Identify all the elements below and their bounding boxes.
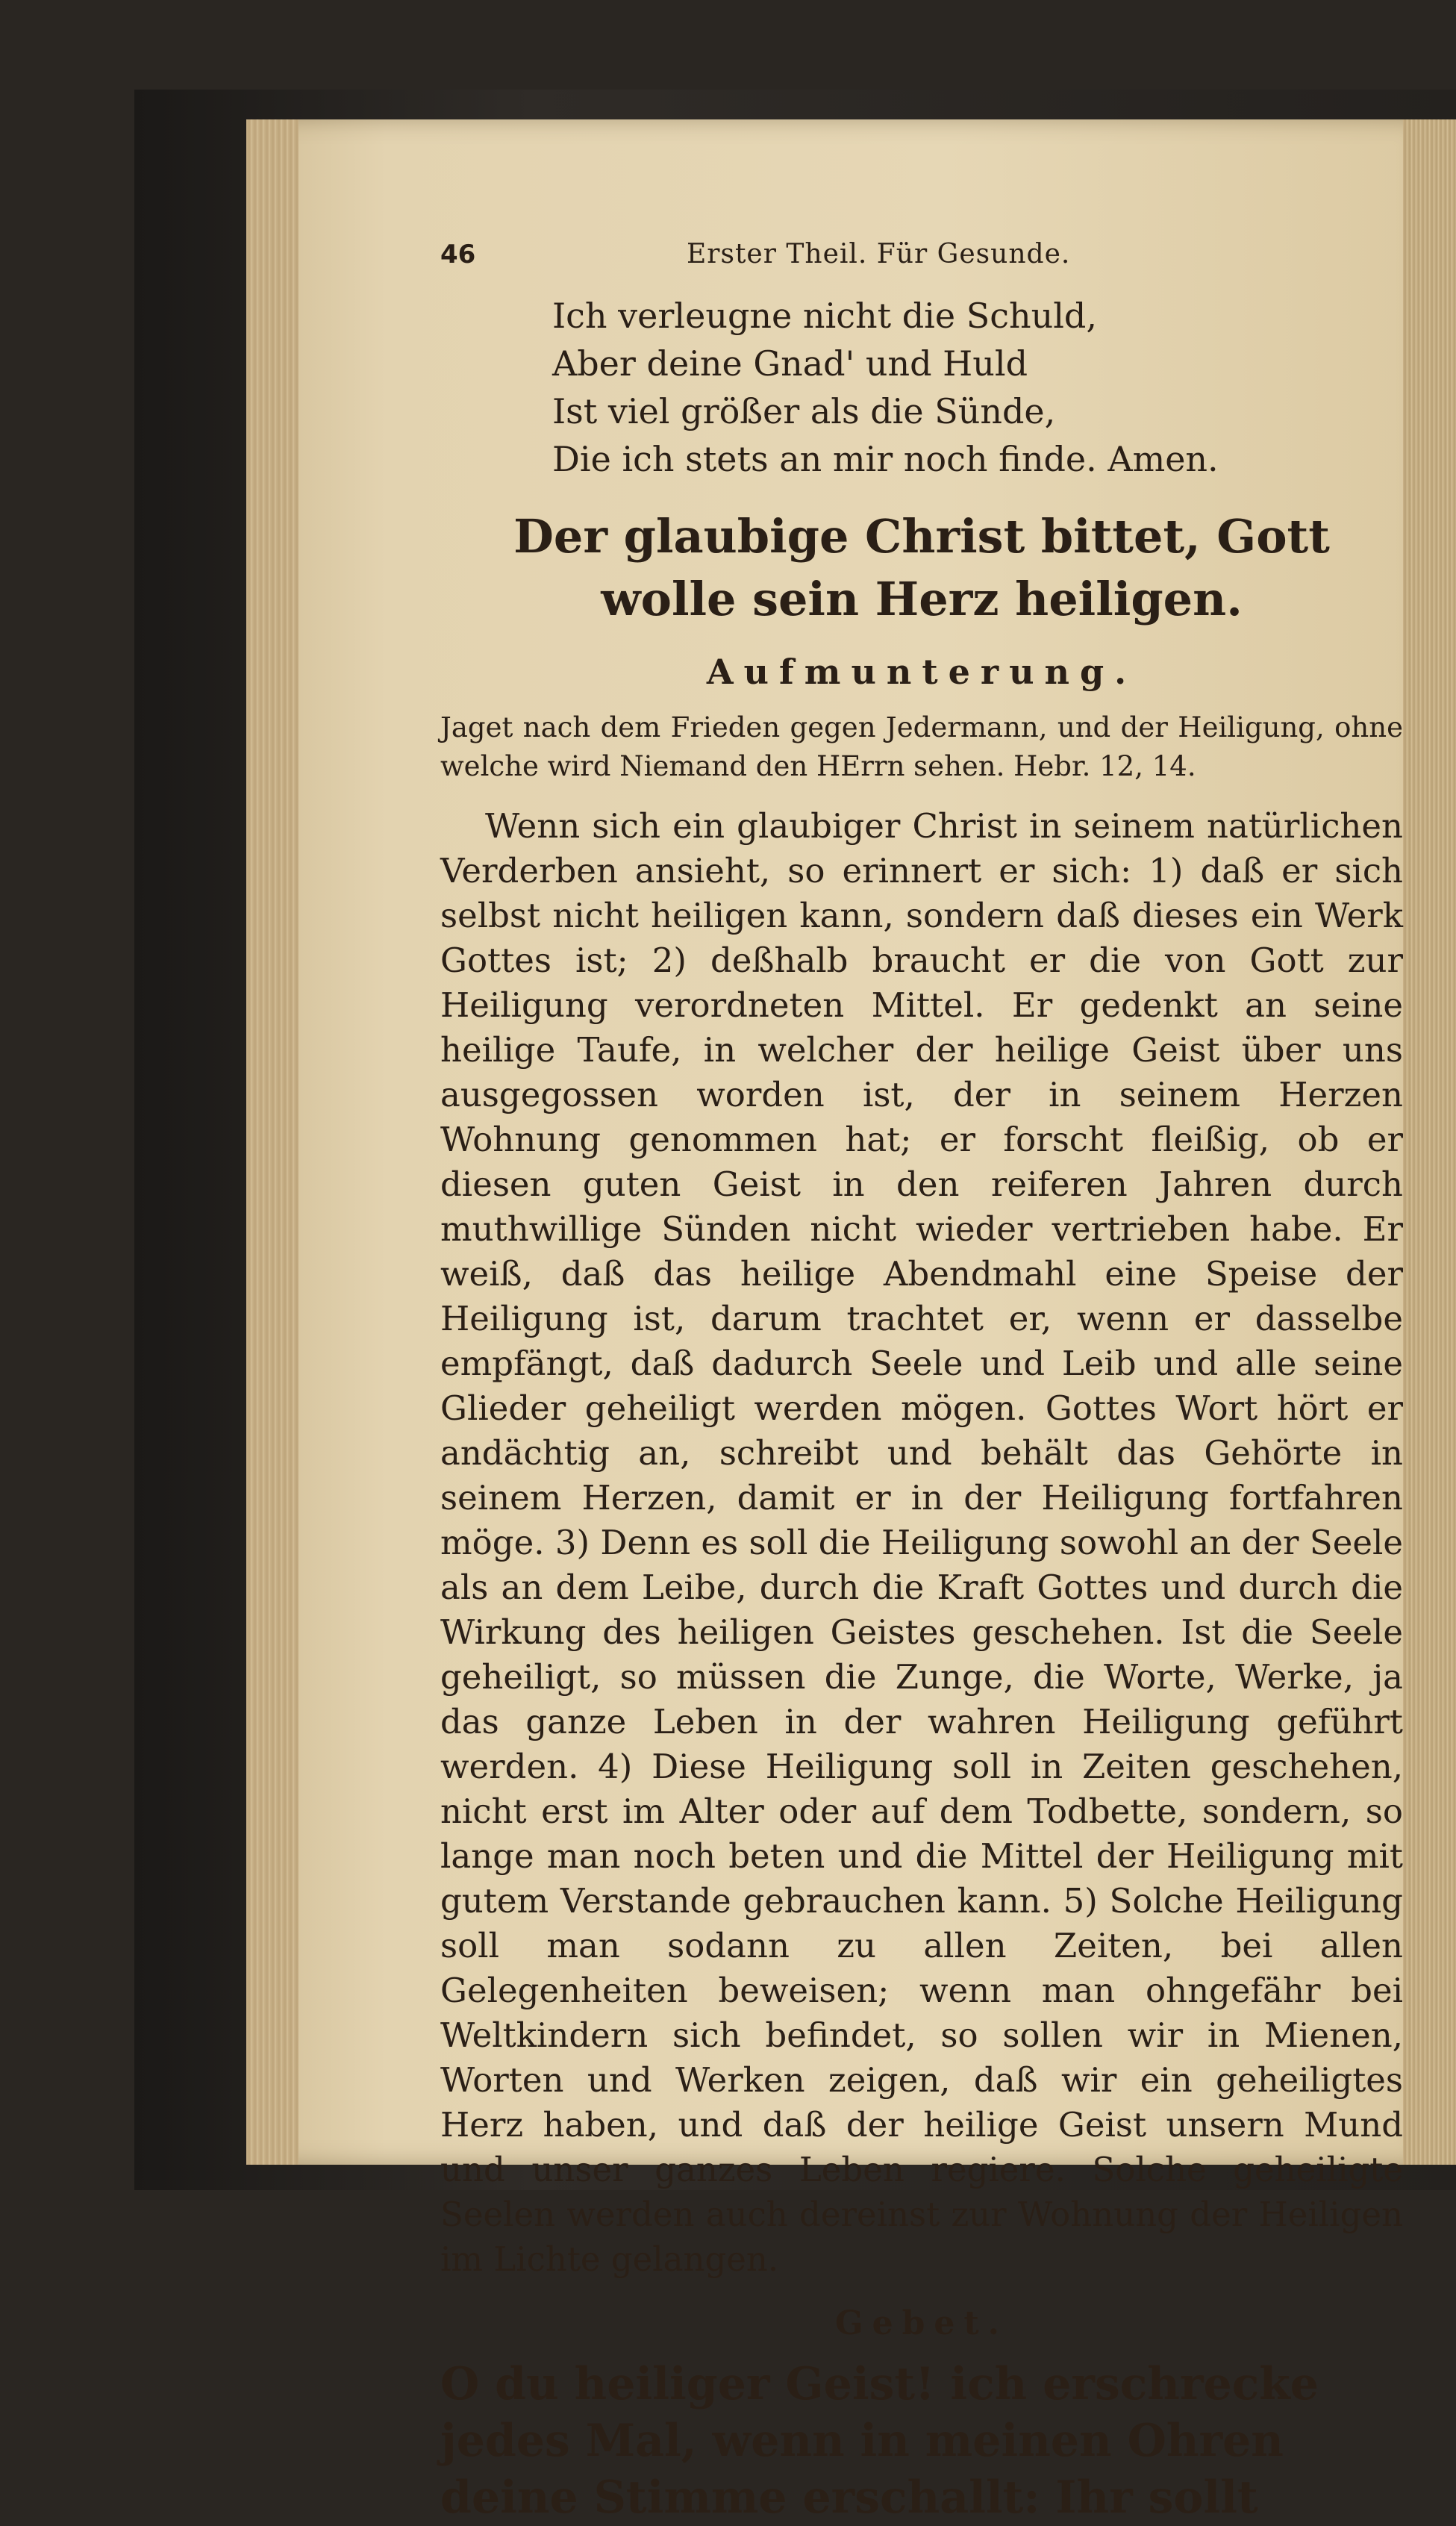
section-subheading: Aufmunterung. <box>706 652 1137 692</box>
body-paragraph: Wenn sich ein glaubiger Christ in seinem natürlichen Verderben ansieht, so erinnert er sich: 1) daß er sich selbst nicht heiligen kann, sondern daß dieses ein Werk Gottes ist; 2) deßhalb braucht er die von Gott zur Heiligung verordneten Mittel. Er gedenkt an seine heilige Taufe, in welcher der heilige Geist über uns ausgegossen worden ist, der in seinem Herzen Wohnung genommen hat; er forscht fleißig, ob er diesen guten Geist in den reiferen Jahren durch muthwillige Sünden nicht wieder vertrieben habe. Er weiß, daß das heilige Abendmahl eine Speise der Heiligung ist, darum trachtet er, wenn er dasselbe empfängt, daß dadurch Seele und Leib und alle seine Glieder geheiligt werden mögen. Gottes Wort hört er andächtig an, schreibt und behält das Gehörte in seinem Herzen, damit er in der Heiligung fortfahren möge. 3) Denn es soll die Heiligung sowohl an der Seele als an dem Leibe, durch die Kraft Gottes und durch die Wirkung des heiligen Geistes geschehen. Ist die Seele geheiligt, so müssen die Zunge, die Worte, Werke, ja das ganze Leben in der wahren Heiligung geführt werden. 4) Diese Heiligung soll in Zeiten geschehen, nicht erst im Alter oder auf dem Todbette, sondern, so lange man noch beten und die Mittel der Heiligung mit gutem Verstande gebrauchen kann. 5) Solche Heiligung soll man sodann zu allen Zeiten, bei allen Gelegenheiten beweisen; wenn man ohngefähr bei Weltkindern sich befindet, so sollen wir in Mienen, Worten und Werken zeigen, daß wir ein geheiligtes Herz haben, und daß der heilige Geist unsern Mund und unser ganzes Leben regiere. Solche geheiligte Seelen werden auch dereinst zur Wohnung der Heiligen im Lichte gelangen. <box>440 806 1403 2279</box>
verse-line: Die ich stets an mir noch finde. Amen. <box>552 439 1219 479</box>
hymn-verse <box>552 292 1403 483</box>
verse-line: Ich verleugne nicht die Schuld, <box>552 296 1098 336</box>
page-edges <box>1403 119 1456 2165</box>
bible-motto: Jaget nach dem Frieden gegen Jedermann, und der Heiligung, ohne welche wird Niemand den HErrn sehen. Hebr. 12, 14. <box>440 711 1403 782</box>
prayer-text: O du heiliger Geist! ich erschrecke jedes Mal, wenn in meinen Ohren deine Stimme erschallt: Ihr sollt <box>440 2358 1319 2524</box>
running-header <box>440 239 1403 269</box>
prayer-title: Gebet. <box>835 2304 1008 2342</box>
verse-line: Ist viel größer als die Sünde, <box>552 391 1056 431</box>
section-heading: Der glaubige Christ bittet, Gott wolle sein Herz heiligen. <box>513 509 1330 626</box>
page-gutter <box>246 119 299 2165</box>
running-title: Erster Theil. Für Gesunde. <box>687 239 1071 269</box>
page-text <box>440 239 1403 2526</box>
page-number: 46 <box>440 240 476 269</box>
verse-line: Aber deine Gnad' und Huld <box>552 343 1028 384</box>
